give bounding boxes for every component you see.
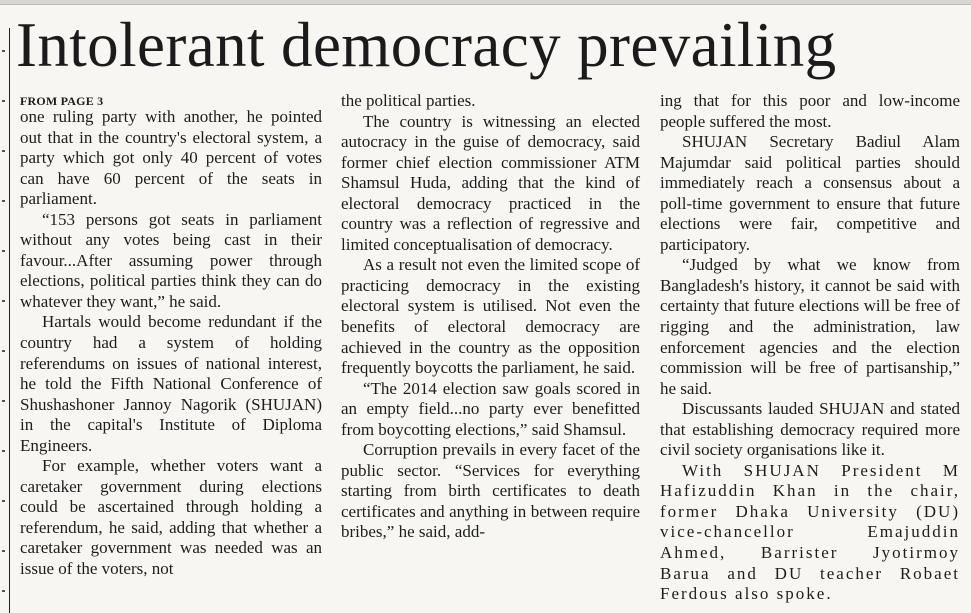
continuation-label: FROM PAGE 3 bbox=[20, 94, 104, 108]
margin-marks bbox=[0, 30, 7, 610]
paragraph: “The 2014 election saw goals scored in an empty field...no party ever benefitted from boycotting elections,” said Shamsul. bbox=[341, 378, 640, 439]
paragraph: “153 persons got seats in parliament without any votes being cast in their favour...After assuming power through elections, political parties think they can do whatever they want,” he said. bbox=[20, 209, 322, 311]
article-column-1 bbox=[20, 107, 322, 580]
article-column-3 bbox=[660, 91, 960, 605]
paragraph: the political parties. bbox=[341, 91, 476, 110]
paragraph: Corruption prevails in every facet of the public sector. “Services for everything starting from birth certificates to death certificates and anything in between require bribes,” he said, add- bbox=[341, 440, 640, 542]
column-rule bbox=[9, 28, 10, 613]
paragraph: With SHUJAN President M Hafizuddin Khan in the chair, former Dhaka University (DU) vice-chancellor Emajuddin Ahmed, Barrister Jyotirmoy Barua and DU teacher Robaet Ferdous also spoke. bbox=[660, 460, 960, 604]
paragraph: As a result not even the limited scope of practicing democracy in the existing electoral system is utilised. Not even the benefits of electoral democracy are achieved in the country as the opposition frequently boycotts the parliament, he said. bbox=[341, 255, 640, 378]
top-rule bbox=[0, 0, 971, 5]
paragraph: For example, whether voters want a caretaker government during elections could be ascertained through holding a referendum, he said, adding that whether a caretaker government was needed was an issue of the voters, not bbox=[20, 456, 322, 579]
paragraph: Hartals would become redundant if the country had a system of holding referendums on issues of national interest, he told the Fifth National Conference of Shushashoner Jannoy Nagorik (SHUJAN) in the capital's Institute of Diploma Engineers. bbox=[20, 312, 322, 455]
paragraph: “Judged by what we know from Bangladesh's history, it cannot be said with certainty that future elections will be free of rigging and the administration, law enforcement agencies and the election commission will be free of partisanship,” he said. bbox=[660, 255, 960, 398]
paragraph: The country is witnessing an elected autocracy in the guise of democracy, said former chief election commissioner ATM Shamsul Huda, adding that the kind of electoral democracy practiced in the country was a reflection of regressive and limited conceptualisation of democracy. bbox=[341, 111, 640, 254]
paragraph: Discussants lauded SHUJAN and stated that establishing democracy required more civil society organisations like it. bbox=[660, 399, 960, 460]
paragraph: one ruling party with another, he pointed out that in the country's electoral system, a party which got only 40 percent of votes can have 60 percent of the seats in parliament. bbox=[20, 107, 322, 209]
paragraph: SHUJAN Secretary Badiul Alam Majumdar said political parties should immediately reach a consensus about a poll-time government to ensure that future elections were fair, competitive and participatory. bbox=[660, 132, 960, 254]
article-column-2 bbox=[341, 91, 640, 543]
headline: Intolerant democracy prevailing bbox=[16, 10, 837, 80]
paragraph: ing that for this poor and low-income people suffered the most. bbox=[660, 91, 960, 131]
